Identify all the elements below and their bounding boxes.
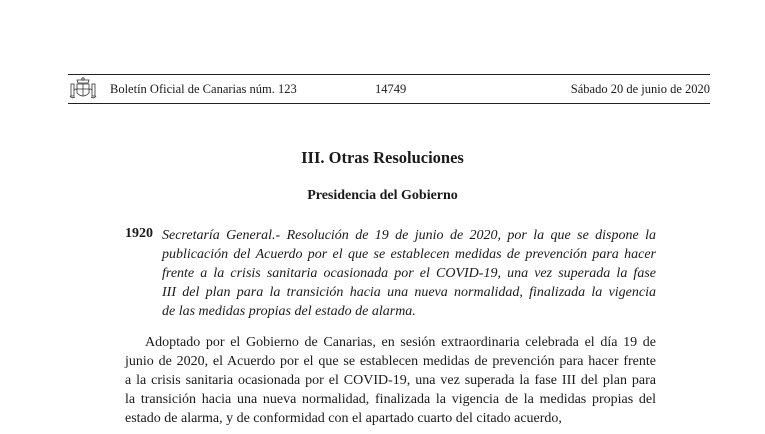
summary-line: frente a la crisis sanitaria ocasionada por el COVID-19, una vez superada la fase — [162, 266, 656, 281]
publication-date: Sábado 20 de junio de 2020 — [570, 82, 710, 96]
publication-name: Boletín Oficial de Canarias núm. 123 — [110, 82, 297, 96]
summary-line: publicación del Acuerdo por el que se establecen medidas de prevención para hacer — [162, 247, 656, 262]
resolution-summary — [162, 226, 656, 321]
section-title: III. Otras Resoluciones — [301, 148, 464, 167]
body-line: Adoptado por el Gobierno de Canarias, en sesión extraordinaria celebrada el día 19 de — [145, 335, 656, 350]
summary-line: III del plan para la transición hacia una nueva normalidad, finalizada la vigencia — [162, 285, 656, 300]
resolution-number: 1920 — [125, 226, 153, 241]
page-header — [68, 74, 710, 104]
body-paragraph — [125, 333, 656, 428]
body-line: a la crisis sanitaria ocasionada por el COVID-19, una vez superada la fase III del plan para — [125, 373, 656, 388]
body-line: estado de alarma, y de conformidad con el apartado cuarto del citado acuerdo, — [125, 411, 562, 426]
body-line: junio de 2020, el Acuerdo por el que se establecen medidas de prevención para hacer frente — [125, 354, 656, 369]
department-title: Presidencia del Gobierno — [307, 188, 458, 203]
summary-line: de las medidas propias del estado de alarma. — [162, 304, 416, 319]
summary-line: Secretaría General.- Resolución de 19 de junio de 2020, por la que se dispone la — [162, 228, 656, 243]
coat-of-arms-icon — [68, 76, 98, 102]
body-line: la transición hacia una nueva normalidad, finalizada la vigencia de la medidas propias del — [125, 392, 656, 407]
page-number: 14749 — [375, 82, 407, 96]
